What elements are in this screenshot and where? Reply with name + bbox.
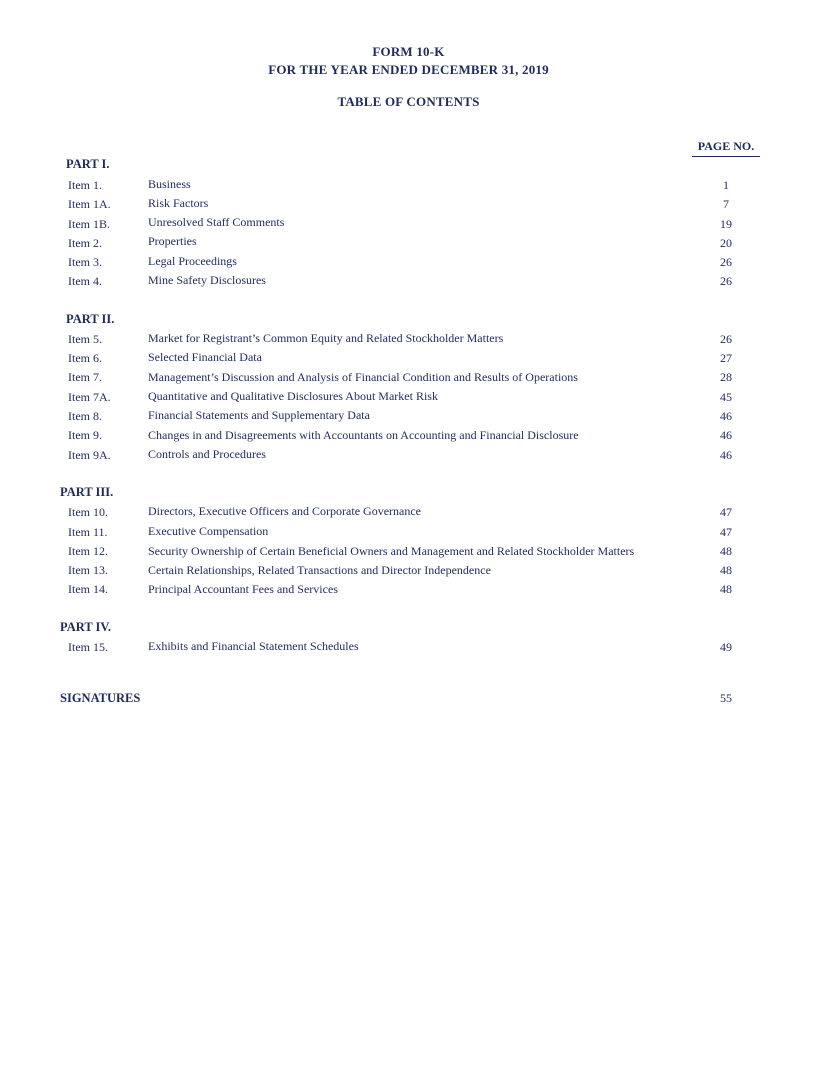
item-page-number[interactable]: 27 xyxy=(720,351,732,365)
item-title-link[interactable]: Exhibits and Financial Statement Schedules xyxy=(148,639,359,653)
item-page-number[interactable]: 46 xyxy=(720,448,732,462)
item-page-number[interactable]: 28 xyxy=(720,370,732,384)
item-title-link[interactable]: Executive Compensation xyxy=(148,524,269,538)
item-page-number[interactable]: 26 xyxy=(720,332,732,346)
item-page-number[interactable]: 46 xyxy=(720,409,732,423)
item-title-link[interactable]: Selected Financial Data xyxy=(148,350,262,364)
item-title-link[interactable]: Principal Accountant Fees and Services xyxy=(148,582,338,596)
part-heading: PART IV. xyxy=(60,620,111,634)
item-page-number[interactable]: 49 xyxy=(720,640,732,654)
page-no-header: PAGE NO. xyxy=(692,139,760,157)
item-page-number[interactable]: 26 xyxy=(720,255,732,269)
item-label: Item 4. xyxy=(68,274,102,288)
part-heading: PART III. xyxy=(60,485,114,499)
item-page-number[interactable]: 26 xyxy=(720,274,732,288)
item-title-link[interactable]: Security Ownership of Certain Beneficial Owners and Management and Related Stockholder Matters xyxy=(148,544,635,558)
item-label: Item 3. xyxy=(68,255,102,269)
item-page-number[interactable]: 46 xyxy=(720,428,732,442)
signatures-page-number[interactable]: 55 xyxy=(720,691,732,705)
item-page-number[interactable]: 1 xyxy=(723,178,729,192)
item-title-link[interactable]: Changes in and Disagreements with Accountants on Accounting and Financial Disclosure xyxy=(148,428,579,442)
item-page-number[interactable]: 48 xyxy=(720,582,732,596)
item-title-link[interactable]: Certain Relationships, Related Transactions and Director Independence xyxy=(148,563,491,577)
item-label: Item 9. xyxy=(68,428,102,442)
item-page-number[interactable]: 48 xyxy=(720,563,732,577)
item-label: Item 11. xyxy=(68,525,108,539)
item-label: Item 7A. xyxy=(68,390,111,404)
item-page-number[interactable]: 47 xyxy=(720,505,732,519)
item-title-link[interactable]: Unresolved Staff Comments xyxy=(148,215,285,229)
item-title-link[interactable]: Financial Statements and Supplementary Data xyxy=(148,408,370,422)
period-title: FOR THE YEAR ENDED DECEMBER 31, 2019 xyxy=(268,62,549,77)
item-title-link[interactable]: Mine Safety Disclosures xyxy=(148,273,266,287)
item-title-link[interactable]: Directors, Executive Officers and Corporate Governance xyxy=(148,504,421,518)
item-title-link[interactable]: Business xyxy=(148,177,191,191)
form-title: FORM 10-K xyxy=(372,44,445,59)
item-page-number[interactable]: 45 xyxy=(720,390,732,404)
part-heading: PART I. xyxy=(66,157,110,171)
item-title-link[interactable]: Legal Proceedings xyxy=(148,254,237,268)
item-title-link[interactable]: Risk Factors xyxy=(148,196,209,210)
item-label: Item 15. xyxy=(68,640,108,654)
item-label: Item 2. xyxy=(68,236,102,250)
part-heading: PART II. xyxy=(66,312,115,326)
item-label: Item 9A. xyxy=(68,448,111,462)
item-title-link[interactable]: Quantitative and Qualitative Disclosures About Market Risk xyxy=(148,389,438,403)
item-label: Item 1. xyxy=(68,178,102,192)
item-label: Item 12. xyxy=(68,544,108,558)
item-label: Item 1A. xyxy=(68,197,111,211)
signatures-heading[interactable]: SIGNATURES xyxy=(60,691,141,705)
item-title-link[interactable]: Properties xyxy=(148,234,197,248)
item-label: Item 14. xyxy=(68,582,108,596)
item-page-number[interactable]: 47 xyxy=(720,525,732,539)
item-title-link[interactable]: Controls and Procedures xyxy=(148,447,266,461)
item-page-number[interactable]: 7 xyxy=(723,197,729,211)
item-label: Item 10. xyxy=(68,505,108,519)
item-label: Item 8. xyxy=(68,409,102,423)
item-title-link[interactable]: Market for Registrant’s Common Equity and Related Stockholder Matters xyxy=(148,331,504,345)
item-page-number[interactable]: 20 xyxy=(720,236,732,250)
item-label: Item 6. xyxy=(68,351,102,365)
toc-heading: TABLE OF CONTENTS xyxy=(337,94,480,109)
item-label: Item 1B. xyxy=(68,217,110,231)
item-label: Item 7. xyxy=(68,370,102,384)
item-label: Item 5. xyxy=(68,332,102,346)
item-page-number[interactable]: 48 xyxy=(720,544,732,558)
item-title-link[interactable]: Management’s Discussion and Analysis of Financial Condition and Results of Operations xyxy=(148,370,578,384)
item-page-number[interactable]: 19 xyxy=(720,217,732,231)
item-label: Item 13. xyxy=(68,563,108,577)
